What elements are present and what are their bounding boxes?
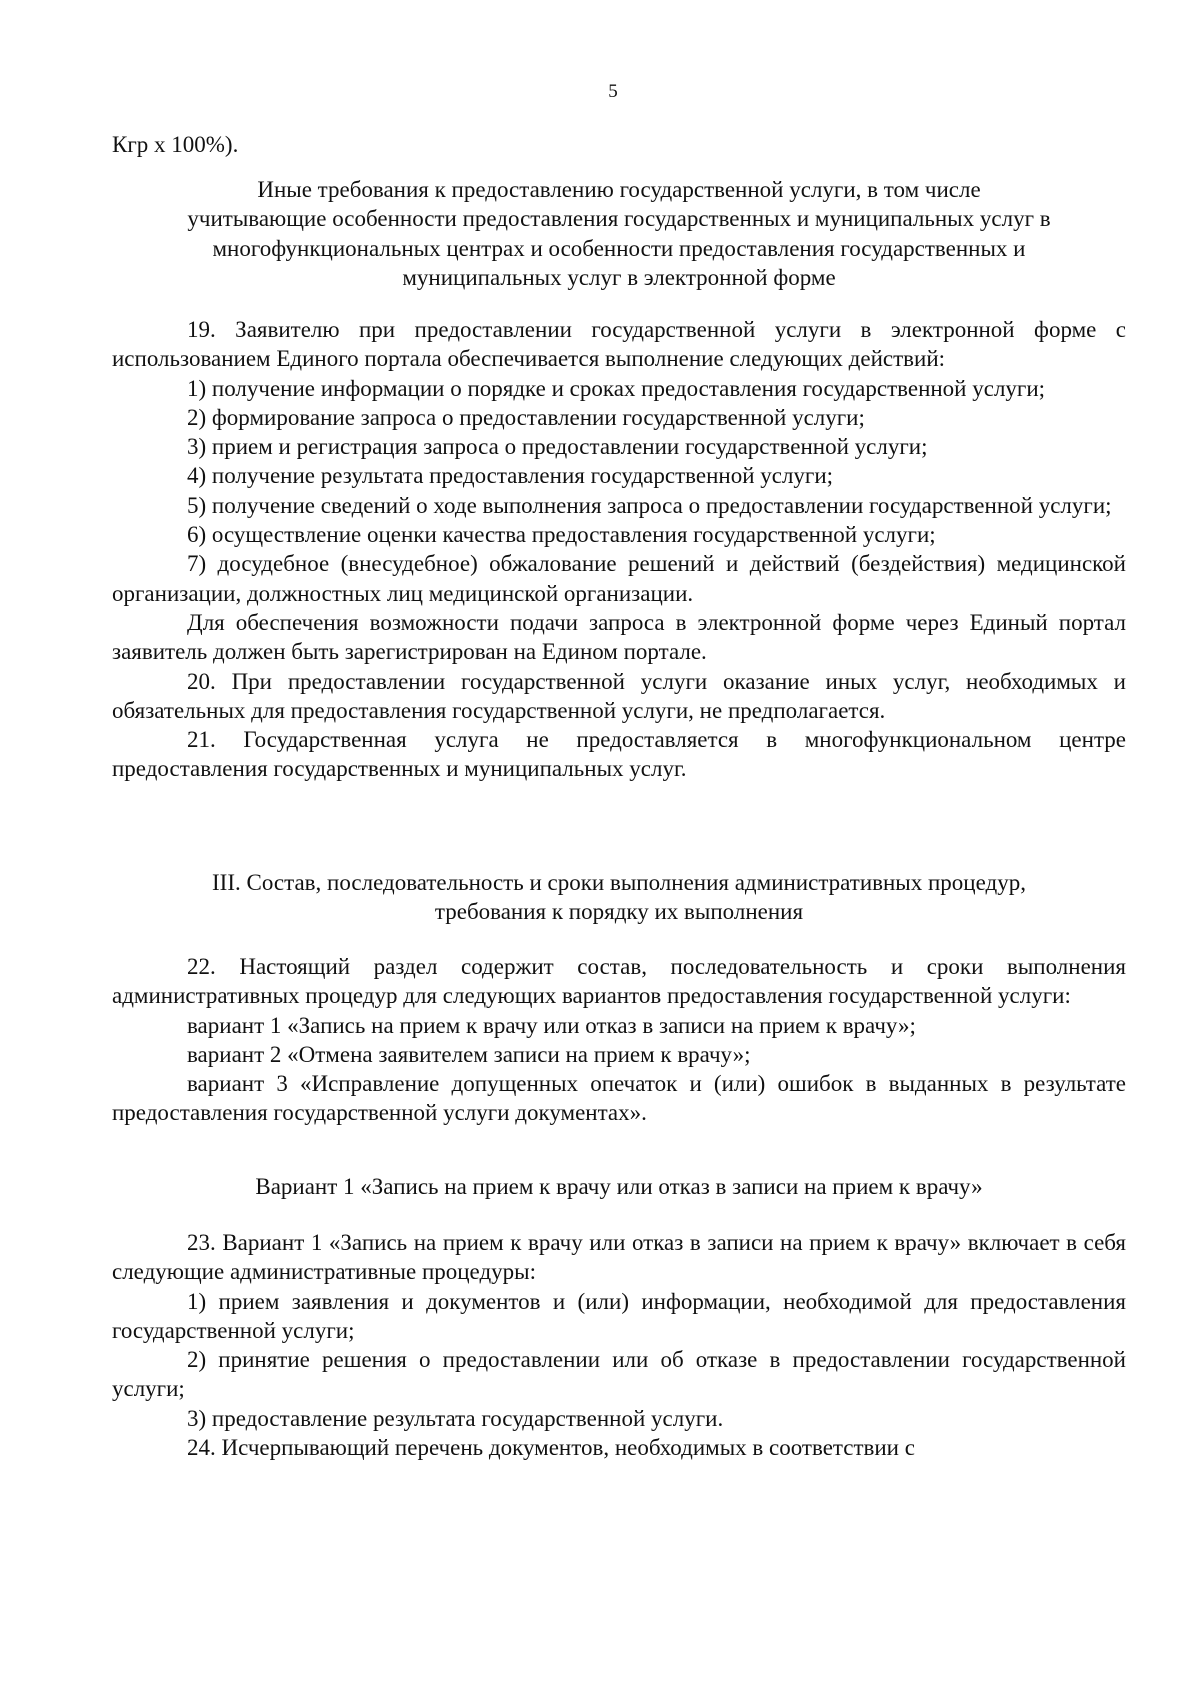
section-b-heading bbox=[112, 868, 1126, 927]
section-b-body bbox=[112, 952, 1126, 1128]
page-number: 5 bbox=[608, 81, 618, 102]
paragraph-registration: Для обеспечения возможности подачи запроса в электронной форме через Единый портал заявитель должен быть зарегистрирован на Едином портале. bbox=[112, 609, 1126, 665]
list-item: 3) предоставление результата государственной услуги. bbox=[187, 1405, 724, 1431]
heading-line: требования к порядку их выполнения bbox=[434, 899, 804, 925]
heading-line: Вариант 1 «Запись на прием к врачу или отказ в записи на прием к врачу» bbox=[255, 1174, 983, 1199]
paragraph-19: 19. Заявителю при предоставлении государственной услуги в электронной форме с использованием Единого портала обеспечивается выполнение следующих действий: bbox=[112, 317, 1126, 372]
heading-line: муниципальных услуг в электронной форме bbox=[402, 264, 836, 290]
list-item: 7) досудебное (внесудебное) обжалование решений и действий (бездействия) медицинской организации, должностных лиц медицинской организации. bbox=[112, 551, 1126, 606]
list-item: 1) прием заявления и документов и (или) информации, необходимой для предоставления государственной услуги; bbox=[112, 1288, 1126, 1343]
section-a-heading bbox=[112, 175, 1126, 292]
heading-line: Иные требования к предоставлению государственной услуги, в том числе bbox=[257, 177, 981, 202]
section-c-heading bbox=[112, 1172, 1126, 1201]
heading-line: III. Состав, последовательность и сроки выполнения административных процедур, bbox=[212, 870, 1026, 895]
list-item: 6) осуществление оценки качества предоставления государственной услуги; bbox=[187, 522, 936, 548]
list-item: 5) получение сведений о ходе выполнения запроса о предоставлении государственной услуги; bbox=[187, 492, 1112, 518]
section-c-body bbox=[112, 1228, 1126, 1462]
heading-line: многофункциональных центрах и особенности предоставления государственных и bbox=[212, 235, 1026, 261]
list-item: вариант 1 «Запись на прием к врачу или отказ в записи на прием к врачу»; bbox=[187, 1012, 916, 1038]
lead-line: Кгр х 100%). bbox=[112, 132, 239, 157]
paragraph-21: 21. Государственная услуга не предоставляется в многофункциональном центре предоставления государственных и муниципальных услуг. bbox=[112, 727, 1126, 782]
paragraph-22: 22. Настоящий раздел содержит состав, последовательность и сроки выполнения административных процедур для следующих вариантов предоставления государственной услуги: bbox=[112, 954, 1126, 1009]
paragraph-24: 24. Исчерпывающий перечень документов, необходимых в соответствии с bbox=[187, 1435, 915, 1461]
list-item: 2) принятие решения о предоставлении или об отказе в предоставлении государственной услуги; bbox=[112, 1347, 1126, 1402]
list-item: 4) получение результата предоставления государственной услуги; bbox=[187, 463, 834, 489]
paragraph-20: 20. При предоставлении государственной услуги оказание иных услуг, необходимых и обязательных для предоставления государственной услуги, не предполагается. bbox=[112, 668, 1126, 723]
list-item: 1) получение информации о порядке и сроках предоставления государственной услуги; bbox=[187, 375, 1046, 401]
list-item: вариант 2 «Отмена заявителем записи на прием к врачу»; bbox=[187, 1041, 751, 1067]
paragraph-23: 23. Вариант 1 «Запись на прием к врачу или отказ в записи на прием к врачу» включает в себя следующие административные процедуры: bbox=[112, 1230, 1126, 1285]
heading-line: учитывающие особенности предоставления государственных и муниципальных услуг в bbox=[187, 206, 1051, 232]
section-a-body bbox=[112, 315, 1126, 784]
list-item: 2) формирование запроса о предоставлении государственной услуги; bbox=[187, 404, 865, 430]
list-item: вариант 3 «Исправление допущенных опечаток и (или) ошибок в выданных в результате предоставления государственной услуги документах». bbox=[112, 1071, 1126, 1126]
list-item: 3) прием и регистрация запроса о предоставлении государственной услуги; bbox=[187, 434, 928, 460]
